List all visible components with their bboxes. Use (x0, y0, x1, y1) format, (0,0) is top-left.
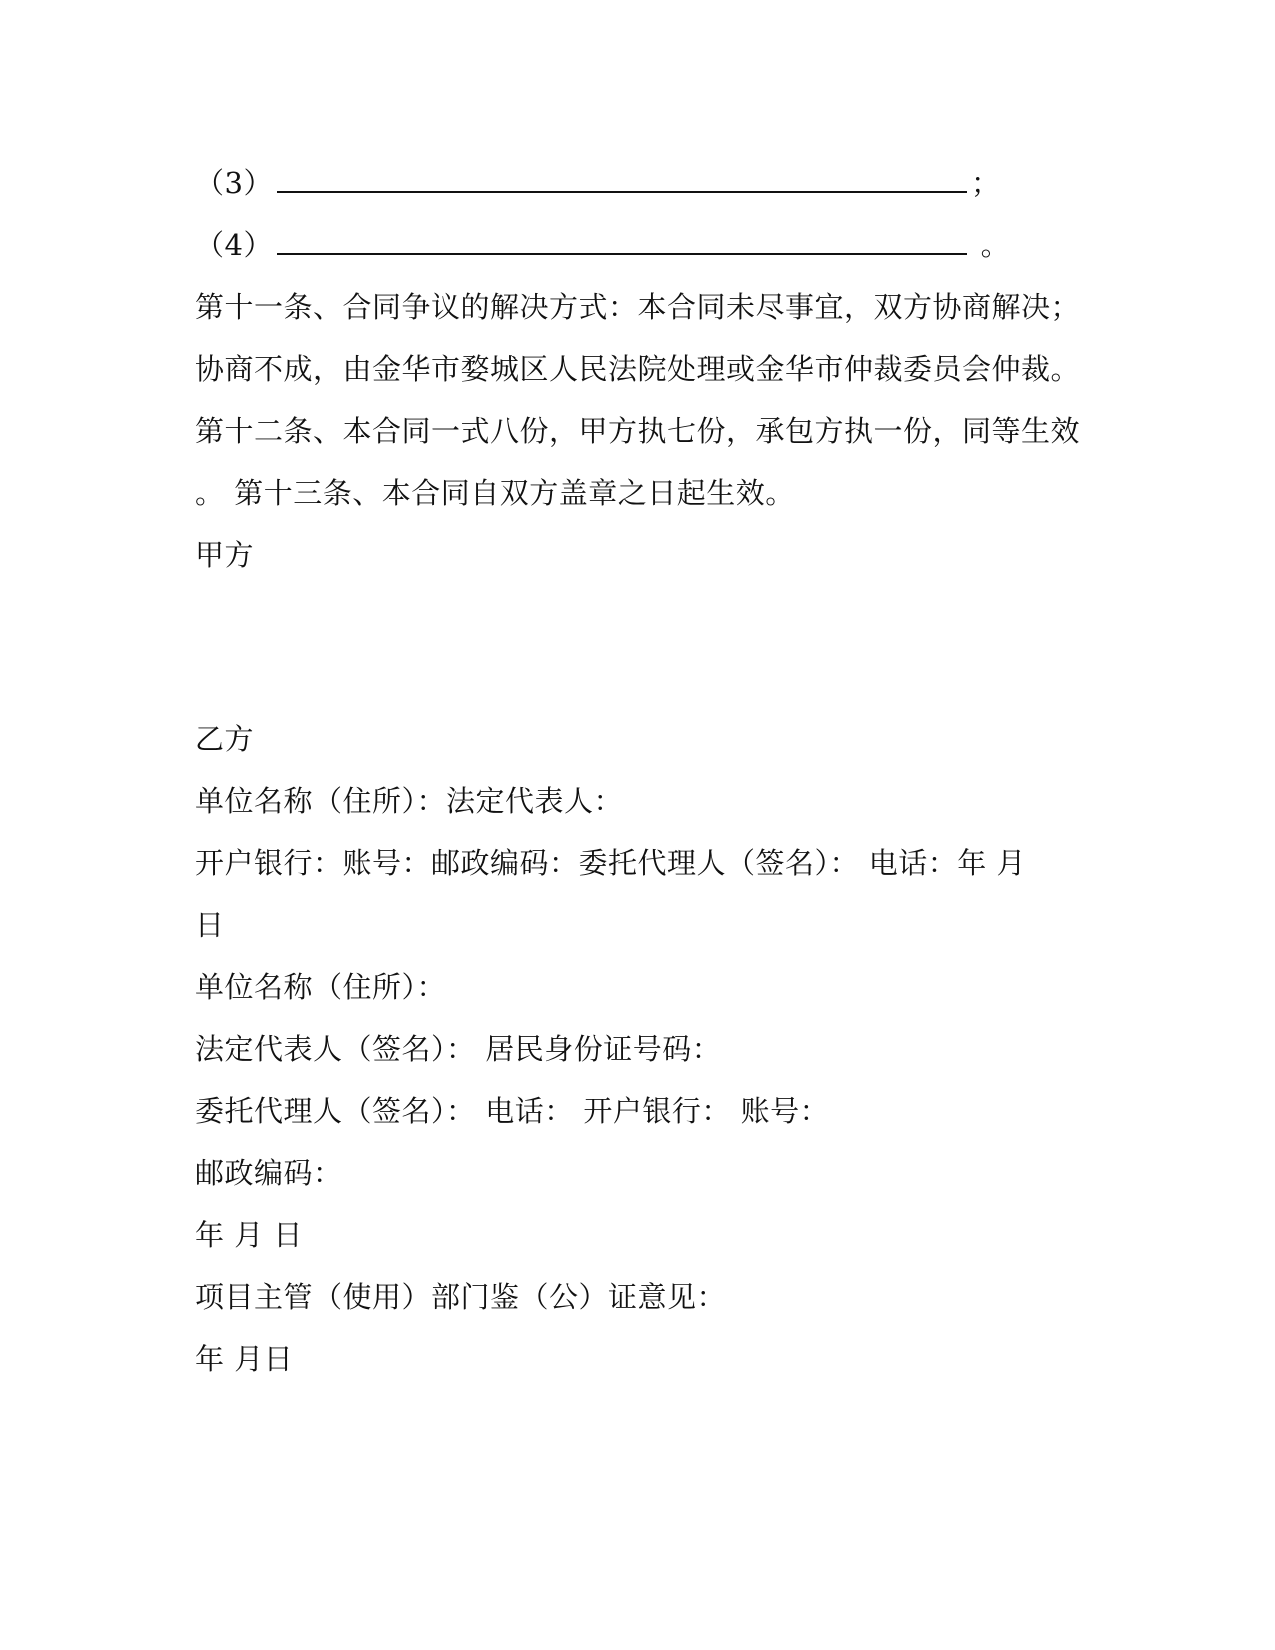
clause-item-3 (195, 166, 1000, 200)
item-number: （3） (195, 166, 273, 200)
party-b-label: 乙方 (195, 722, 255, 756)
party-b-unit-line: 单位名称（住所）：法定代表人： (195, 784, 624, 818)
item-suffix: ； (970, 166, 1001, 200)
item-number: （4） (195, 228, 273, 262)
clause-12-line-1: 第十二条、本合同一式八份，甲方执七份，承包方执一份，同等生效 (195, 414, 1081, 448)
item-suffix: 。 (970, 228, 1011, 262)
dept-date-line: 年 月日 (195, 1342, 294, 1376)
clause-11-line-1: 第十一条、合同争议的解决方式：本合同未尽事宜，双方协商解决； (195, 290, 1081, 324)
clause-item-4 (195, 228, 1010, 262)
clause-11-line-2: 协商不成，由金华市婺城区人民法院处理或金华市仲裁委员会仲裁。 (195, 352, 1081, 386)
party-b-date-day: 日 (195, 908, 225, 942)
second-agent-line: 委托代理人（签名）： 电话： 开户银行： 账号： (195, 1094, 830, 1128)
party-a-label: 甲方 (195, 538, 255, 572)
second-postcode-line: 邮政编码： (195, 1156, 343, 1190)
party-b-bank-line: 开户银行：账号：邮政编码：委托代理人（签名）： 电话：年 月 (195, 846, 1026, 880)
dept-opinion-line: 项目主管（使用）部门鉴（公）证意见： (195, 1280, 727, 1314)
second-unit-line: 单位名称（住所）： (195, 970, 447, 1004)
blank-line[interactable] (277, 189, 967, 193)
second-legal-rep-line: 法定代表人（签名）： 居民身份证号码： (195, 1032, 722, 1066)
second-date-line: 年 月 日 (195, 1218, 303, 1252)
clause-12-13-line: 。 第十三条、本合同自双方盖章之日起生效。 (195, 476, 795, 510)
blank-line[interactable] (277, 251, 967, 255)
